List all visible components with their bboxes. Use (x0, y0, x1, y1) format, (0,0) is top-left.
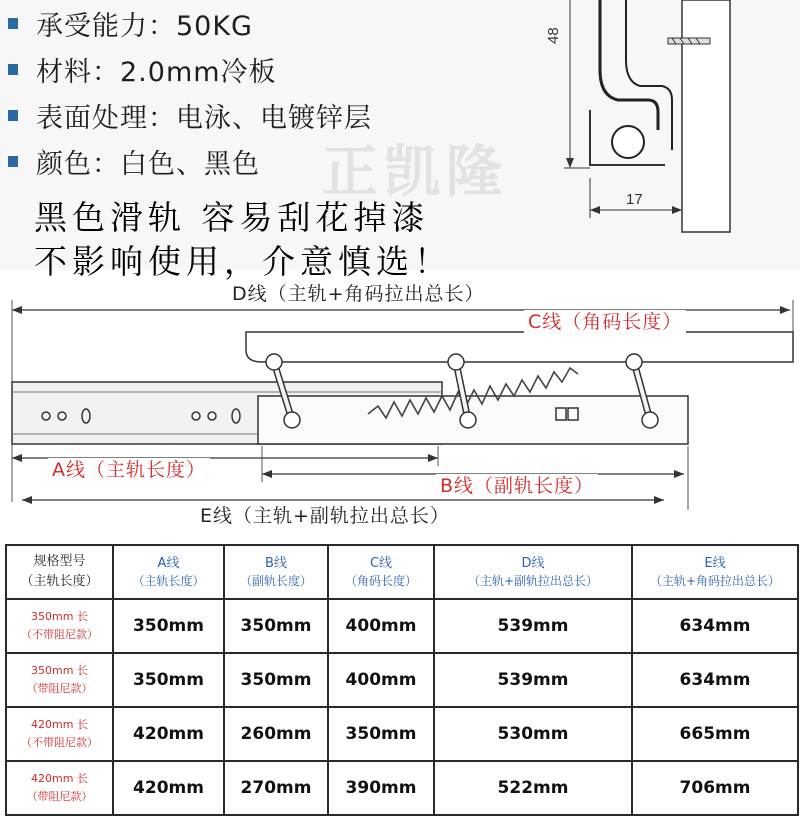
cell-value: 706mm (679, 778, 751, 798)
e-line-label: E线（主轨+副轨拉出总长） (196, 504, 454, 528)
cell-value: 260mm (240, 724, 312, 744)
row-label-size: 350mm 长 (31, 610, 88, 623)
cell-value: 530mm (497, 724, 569, 744)
cell-value: 350mm (240, 616, 312, 636)
c-line-label: C线（角码长度） (524, 310, 686, 334)
corner-bracket-plate (246, 332, 793, 362)
table-row (6, 653, 798, 707)
cell-a (113, 707, 224, 761)
cell-value: 420mm (133, 778, 204, 798)
arrow-down-icon (566, 158, 574, 168)
table-header-row (6, 545, 798, 599)
cell-value: 350mm (345, 724, 417, 744)
cell-b (224, 599, 328, 653)
arrow-left-icon (12, 454, 22, 462)
square-bullet-icon (8, 110, 18, 121)
header-subtitle: （主轨+副轨拉出总长） (467, 573, 599, 588)
column-header-c (328, 545, 434, 599)
spec-text: 承受能力：50KG (36, 10, 253, 42)
cell-d (434, 599, 632, 653)
header-letter: D线 (521, 555, 545, 571)
d-line-label: D线（主轨+角码拉出总长） (228, 282, 489, 306)
spec-item-capacity (8, 0, 253, 46)
cell-value: 270mm (240, 778, 312, 798)
cell-d (434, 707, 632, 761)
table-row (6, 599, 798, 653)
cell-e (632, 761, 798, 815)
cell-c (328, 761, 434, 815)
header-subtitle: （副轨长度） (239, 573, 312, 588)
row-label-size: 420mm 长 (31, 718, 88, 731)
square-bullet-icon (8, 18, 18, 29)
spec-table (5, 544, 799, 816)
cell-value: 400mm (345, 616, 417, 636)
cell-value: 665mm (679, 724, 751, 744)
cell-d (434, 653, 632, 707)
width-label: 17 (626, 191, 643, 208)
cell-e (632, 707, 798, 761)
arrow-right-icon (780, 306, 790, 314)
arrow-left-icon (22, 496, 32, 504)
cell-e (632, 653, 798, 707)
cell-value: 634mm (679, 616, 751, 636)
cell-a (113, 599, 224, 653)
row-label-cell (6, 599, 113, 653)
square-bullet-icon (8, 64, 18, 75)
cell-a (113, 653, 224, 707)
cell-b (224, 707, 328, 761)
header-letter: B线 (265, 555, 287, 571)
row-label-type: （不带阻尼款） (21, 736, 98, 749)
table-row (6, 761, 798, 815)
header-title: 规格型号 (33, 554, 86, 569)
warning-line-1: 黑色滑轨 容易刮花掉漆 (34, 198, 430, 237)
cell-value: 634mm (679, 670, 751, 690)
cell-a (113, 761, 224, 815)
column-header-a (113, 545, 224, 599)
ball-bearing (612, 126, 644, 158)
height-label: 48 (545, 27, 562, 44)
cell-value: 420mm (133, 724, 204, 744)
cell-value: 390mm (345, 778, 417, 798)
b-line-label: B线（副轨长度） (436, 474, 598, 498)
rail-cross-section-diagram (540, 0, 800, 238)
row-label-type: （不带阻尼款） (21, 628, 98, 641)
cell-value: 350mm (240, 670, 312, 690)
cell-c (328, 707, 434, 761)
column-header-b (224, 545, 328, 599)
square-bullet-icon (8, 156, 18, 167)
row-label-type: （带阻尼款） (26, 682, 93, 695)
header-subtitle: （主轨长度） (20, 574, 99, 589)
spec-text: 材料：2.0mm冷板 (36, 56, 277, 88)
header-subtitle: （角码长度） (344, 573, 417, 588)
row-label-size: 420mm 长 (31, 772, 88, 785)
cell-c (328, 599, 434, 653)
column-header-d (434, 545, 632, 599)
spec-item-material (8, 46, 277, 92)
a-line-label: A线（主轨长度） (48, 458, 210, 482)
row-label-cell (6, 707, 113, 761)
header-letter: E线 (704, 555, 726, 571)
cabinet-board (682, 0, 730, 232)
arrow-left-icon (12, 306, 22, 314)
cell-value: 539mm (497, 616, 569, 636)
arrow-left-icon (590, 206, 600, 214)
row-label-size: 350mm 长 (31, 664, 88, 677)
cell-b (224, 653, 328, 707)
arrow-right-icon (654, 496, 664, 504)
cell-b (224, 761, 328, 815)
row-label-type: （带阻尼款） (26, 790, 93, 803)
arrow-right-icon (674, 470, 684, 478)
arrow-left-icon (262, 470, 272, 478)
cell-value: 522mm (497, 778, 569, 798)
header-letter: C线 (369, 555, 393, 571)
column-header-model (6, 545, 113, 599)
column-header-e (632, 545, 798, 599)
spec-text: 颜色：白色、黑色 (36, 148, 260, 180)
spec-text: 表面处理：电泳、电镀锌层 (36, 102, 372, 134)
header-subtitle: （主轨+角码拉出总长） (649, 573, 781, 588)
header-subtitle: （主轨长度） (132, 573, 205, 588)
arrow-right-icon (672, 206, 682, 214)
cell-c (328, 653, 434, 707)
table-row (6, 707, 798, 761)
cell-value: 350mm (133, 616, 204, 636)
warning-line-2: 不影响使用，介意慎选！ (34, 242, 452, 281)
cell-d (434, 761, 632, 815)
spec-panel (0, 0, 800, 281)
rail-profile (600, 0, 658, 130)
row-label-cell (6, 761, 113, 815)
cell-value: 539mm (497, 670, 569, 690)
header-letter: A线 (157, 555, 180, 571)
cell-value: 350mm (133, 670, 204, 690)
cell-e (632, 599, 798, 653)
watermark: 正凯隆 (322, 140, 508, 205)
row-label-cell (6, 653, 113, 707)
spec-item-color (8, 138, 260, 184)
spec-item-surface (8, 92, 372, 138)
arrow-right-icon (428, 454, 438, 462)
cell-value: 400mm (345, 670, 417, 690)
